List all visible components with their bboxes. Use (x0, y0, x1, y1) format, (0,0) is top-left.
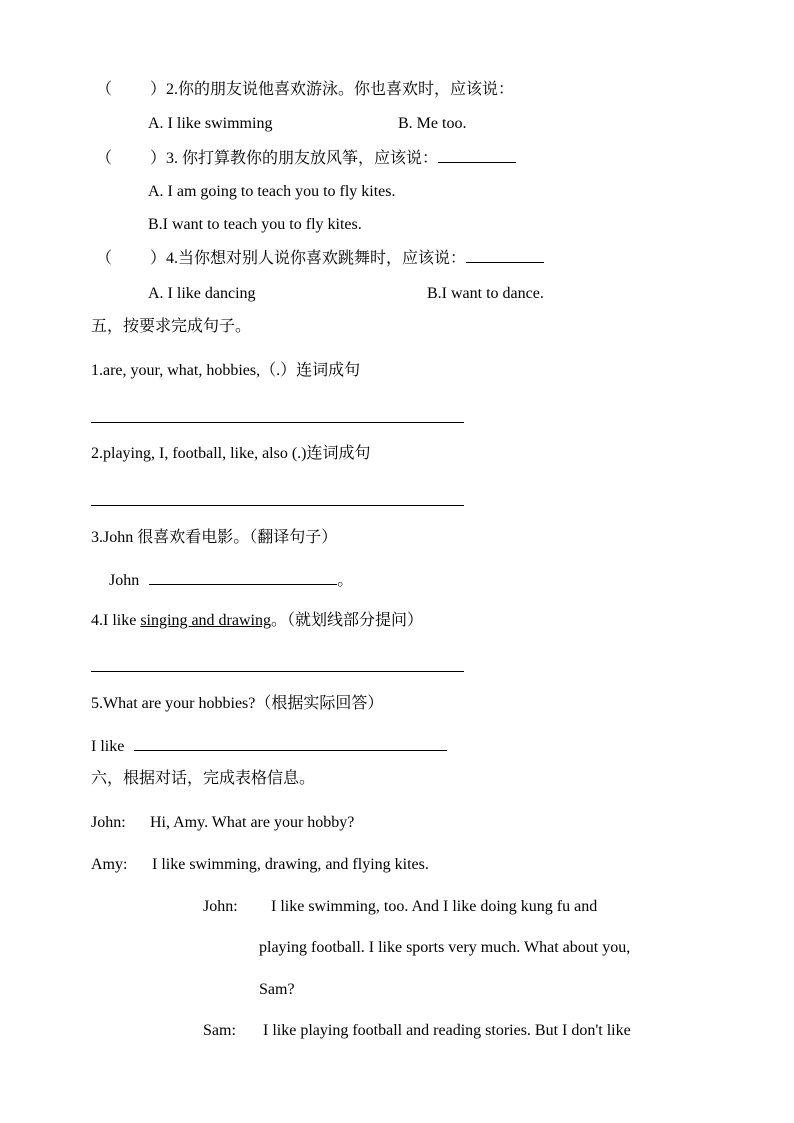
answer-line-2[interactable] (91, 505, 464, 506)
sentence-3-answer (109, 570, 353, 591)
answer-paren-close: ） (150, 150, 167, 167)
dialog-text: I like swimming, drawing, and flying kites. (152, 856, 429, 873)
question-2 (96, 80, 514, 100)
dialog-speaker: Amy: (91, 856, 128, 873)
dialog-speaker: John: (203, 898, 238, 915)
answer-end: 。 (337, 572, 354, 589)
sentence-4 (91, 611, 423, 631)
dialog-text: Sam? (259, 981, 295, 998)
sentence-5-answer (91, 736, 447, 757)
answer-line-4[interactable] (91, 671, 464, 672)
dialog-text: I like swimming, too. And I like doing kung fu and (271, 898, 598, 915)
question-3 (96, 148, 516, 169)
dialog-text: playing football. I like sports very much. What about you, (259, 939, 631, 956)
answer-paren-open: （ (96, 150, 113, 167)
option-b: B. Me too. (398, 115, 467, 132)
question-4 (96, 248, 544, 269)
sentence-5: 5.What are your hobbies?（根据实际回答） (91, 695, 384, 712)
sentence-2: 2.playing, I, football, like, also (.)连词成句 (91, 445, 371, 462)
question-stem: 4.当你想对别人说你喜欢跳舞时，应该说： (166, 250, 467, 267)
sentence-4-pre: 4.I like (91, 612, 141, 629)
answer-prefix: John (109, 572, 140, 589)
option-b: B.I want to dance. (427, 285, 544, 302)
section-6-title: 六，根据对话，完成表格信息。 (91, 770, 316, 787)
sentence-1: 1.are, your, what, hobbies,（.）连词成句 (91, 362, 361, 379)
answer-line-1[interactable] (91, 422, 464, 423)
question-stem: 3. 你打算教你的朋友放风筝，应该说： (166, 150, 439, 167)
sentence-4-post: 。（就划线部分提问） (270, 612, 423, 629)
dialog-text: Hi, Amy. What are your hobby? (150, 814, 355, 831)
answer-paren-open: （ (96, 250, 113, 267)
dialog-text: I like playing football and reading stories. But I don't like (263, 1022, 631, 1039)
section-5-title: 五，按要求完成句子。 (91, 318, 252, 335)
sentence-3: 3.John 很喜欢看电影。（翻译句子） (91, 529, 338, 546)
dialog-speaker: John: (91, 814, 126, 831)
question-stem: 2.你的朋友说他喜欢游泳。你也喜欢时，应该说： (166, 81, 515, 98)
answer-paren-open: （ (96, 81, 113, 98)
option-a: A. I like dancing (148, 285, 256, 302)
answer-blank[interactable] (466, 248, 544, 263)
option-a: A. I like swimming (148, 115, 273, 132)
answer-blank[interactable] (134, 736, 447, 751)
answer-paren-close: ） (150, 81, 167, 98)
answer-prefix: I like (91, 738, 125, 755)
option-b: B.I want to teach you to fly kites. (148, 216, 362, 233)
answer-blank[interactable] (438, 148, 516, 163)
answer-blank[interactable] (149, 570, 337, 585)
answer-paren-close: ） (150, 250, 167, 267)
dialog-speaker: Sam: (203, 1022, 236, 1039)
underlined-phrase: singing and drawing (140, 612, 271, 629)
option-a: A. I am going to teach you to fly kites. (148, 183, 396, 200)
